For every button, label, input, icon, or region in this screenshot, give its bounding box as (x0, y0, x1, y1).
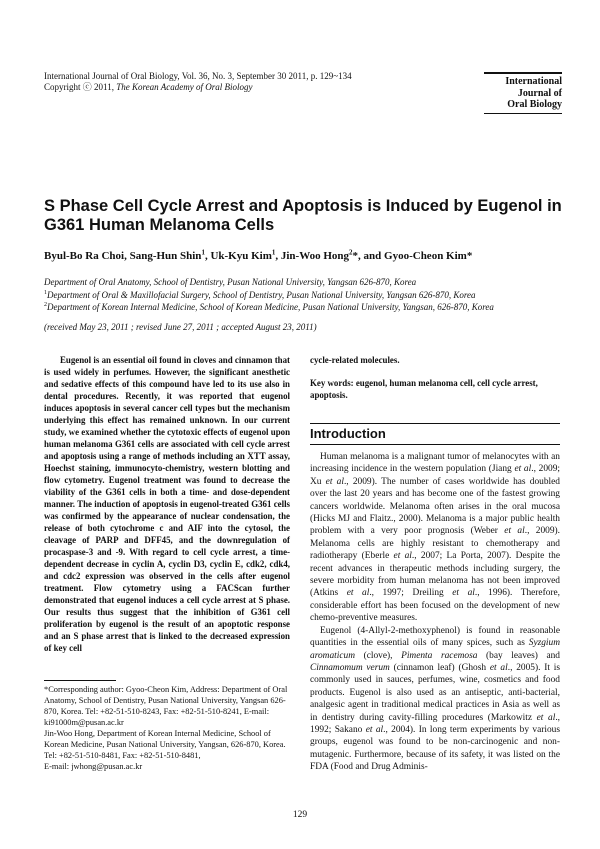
affiliation-line (44, 289, 584, 302)
copyright-icon: ⓒ (82, 82, 92, 92)
italic-text: et al (393, 551, 412, 562)
introduction-body (310, 451, 560, 774)
text-run: (cinnamon leaf) (Ghosh (389, 662, 490, 673)
author-name: Uk-Kyu Kim (210, 250, 272, 262)
author-affiliation-mark: 1 (271, 248, 276, 257)
text-run: ., 2004). In long term experiments by various groups, eugenol was found to be non-carcinogenic and non-mutagenic. Furthermore, because of its safety, it was listed on the FDA (Food and Drug Adminis- (310, 724, 560, 773)
text-run: ., 1992; Sakano (310, 712, 561, 735)
brand-line: Oral Biology (507, 99, 562, 110)
keywords: Key words: eugenol, human melanoma cell, cell cycle arrest, apoptosis. (310, 378, 538, 400)
affiliation-text: Department of Oral Anatomy, School of Dentistry, Pusan National University, Yangsan 626-870, Korea (44, 277, 417, 287)
affiliation-mark: 1 (44, 289, 47, 296)
italic-text: et al (325, 476, 344, 487)
text-run: ., 1996). Therefore, considerable effort has been focused on the development of new chemo-preventive measures. (310, 588, 561, 624)
affiliation-line (44, 276, 584, 289)
italic-text: et al (536, 712, 556, 723)
journal-line: International Journal of Oral Biology, Vol. 36, No. 3, September 30 2011, p. 129~134 (44, 71, 352, 81)
copyright-org: The Korean Academy of Oral Biology (116, 82, 253, 92)
author-separator: , (204, 250, 211, 262)
abstract-continuation (310, 354, 560, 401)
footnote-second-author: Jin-Woo Hong, Department of Korean Internal Medicine, School of Korean Medicine, Pusan National University, Yangsan, 626-870, Korea. Tel: +82-51-510-8481, Fax: +82-51-510-8481, (44, 729, 286, 760)
section-heading-introduction: Introduction (310, 423, 560, 445)
copyright-prefix: Copyright (44, 82, 83, 92)
text-run: ., 2009). Melanoma cells are highly resistant to chemotherapy and radiotherapy (Eberle (310, 526, 561, 562)
abstract (44, 354, 290, 654)
copyright-line (44, 82, 252, 93)
intro-paragraph (310, 625, 560, 774)
author-separator: , (275, 250, 281, 262)
brand-line: International (505, 76, 562, 87)
affiliation-line (44, 301, 584, 314)
italic-text: et al (346, 588, 370, 599)
text-run: ., 2009; Xu (310, 464, 561, 487)
received-dates: (received May 23, 2011 ; revised June 27, 2011 ; accepted August 23, 2011) (44, 322, 317, 332)
author-name: Jin-Woo Hong (280, 250, 350, 262)
italic-text: et al (514, 464, 532, 475)
italic-text: et al (489, 662, 508, 673)
journal-brand (484, 72, 562, 114)
italic-text: et al (365, 724, 384, 735)
affiliation-mark: 2 (44, 302, 47, 308)
author-separator: * (466, 250, 473, 262)
footnote-email: E-mail: jwhong@pusan.ac.kr (44, 762, 143, 771)
author-affiliation-mark: 2 (349, 248, 353, 257)
brand-line: Journal of (517, 87, 562, 99)
affiliation-text: Department of Korean Internal Medicine, School of Korean Medicine, Pusan National University, Yangsan, 626-870, Korea (47, 302, 494, 312)
footnote-divider (44, 680, 116, 681)
footnote-corresponding-author: *Corresponding author: Gyoo-Cheon Kim, Address: Department of Oral Anatomy, School of Dentistry, Pusan National University, Yangsan 626-870, Korea. Tel: +82-51-510-8243, Fax: +82-51-510-8241, E-mail: ki91000m@pusan.ac.kr (44, 685, 288, 727)
author-separator: , (124, 250, 130, 262)
text-run: Human melanoma is a malignant tumor of melanocytes with an increasing incidence in the western population (Jiang (310, 452, 560, 475)
text-run: Eugenol (4-Allyl-2-methoxyphenol) is found in reasonable quantities in the essential oils of many spices, such as (310, 625, 560, 649)
text-run: (clove), (354, 650, 402, 661)
text-run: (bay leaves) and (477, 650, 560, 661)
author-affiliation-mark: 1 (201, 248, 205, 257)
text-run: ., 2005). It is commonly used in sauces, perfumes, wine, cosmetics and food products. Eugenol is also used as an antiseptic, anti-bacterial, analgesic agent in traditional medical practices in Asia as well as in dentistry during cavity-filling procedures (Markowitz (310, 662, 560, 723)
author-name: Sang-Hun Shin (129, 250, 202, 262)
abstract-text-cont: cycle-related molecules. (310, 355, 400, 365)
italic-text: Pimenta racemosa (401, 650, 478, 661)
footnote (44, 684, 292, 772)
affiliations (44, 276, 584, 314)
italic-text: et al (504, 526, 525, 537)
italic-text: Cinnamomum verum (310, 662, 390, 673)
journal-citation (44, 71, 352, 82)
author-name: Byul-Bo Ra Choi (44, 250, 125, 262)
italic-text: et al (452, 588, 475, 599)
page-number: 129 (292, 810, 308, 820)
text-run: ., 1997; Dreiling (369, 588, 453, 599)
text-run: ., 2007; La Porta, 2007). Despite the recent advances in therapeutic methods including surgery, the severe morbidity from human melanoma has not been improved (Atkins (310, 551, 561, 599)
author-name: Gyoo-Cheon Kim (384, 250, 467, 262)
author-list (44, 250, 564, 263)
copyright-year: 2011, (91, 82, 117, 92)
italic-text: Syzgium aromaticum (310, 638, 560, 661)
paper-title: S Phase Cell Cycle Arrest and Apoptosis is Induced by Eugenol in G361 Human Melanoma Cells (44, 197, 562, 234)
affiliation-text: Department of Oral & Maxillofacial Surgery, School of Dentistry, Pusan National University, Yangsan 626-870, Korea (47, 289, 476, 300)
author-separator: *, and (352, 250, 385, 262)
text-run: ., 2009). The number of cases worldwide has doubled over the last 20 years and has become one of the fastest growing cancers worldwide. Melanoma often arises in the oral mucosa (Hicks MJ and Flaitz., 2000). Melanoma is a major public health problem with a very poor prognosis (Weber (310, 476, 560, 537)
intro-paragraph (310, 451, 560, 625)
abstract-text: Eugenol is an essential oil found in cloves and cinnamon that is used widely in perfumes. However, the significant anesthetic and sedative effects of this compound have led to its use also in dental procedures. Recently, it was reported that eugenol induces apoptosis in several cancer cell types but the mechanism underlying this effect has remained unknown. In our current study, we examined whether the cytotoxic effects of eugenol upon human melanoma G361 cells are associated with cell cycle arrest and apoptosis using a range of methods including an XTT assay, Hoechst staining, immunocyto-chemistry, western blotting and flow cytometry. Eugenol treatment was found to decrease the viability of the G361 cells in both a time- and dose-dependent manner. The induction of apoptosis in eugenol-treated G361 cells was confirmed by the appearance of nuclear condensation, the release of both cytochrome c and AIF into the cytosol, the cleavage of PARP and DFF45, and the downregulation of procaspase-3 and -9. With regard to cell cycle arrest, a time-dependent decrease in cyclin A, cyclin D3, cyclin E, cdk2, cdk4, and cdc2 expression was observed in the cells after eugenol treatment. Flow cytometry using a FACScan further demonstrated that eugenol induces a cell cycle arrest at S phase. Our results thus suggest that the inhibition of G361 cell proliferation by eugenol is the result of an apoptotic response and an S phase arrest that is linked to the decreased expression of key cell (44, 355, 290, 653)
